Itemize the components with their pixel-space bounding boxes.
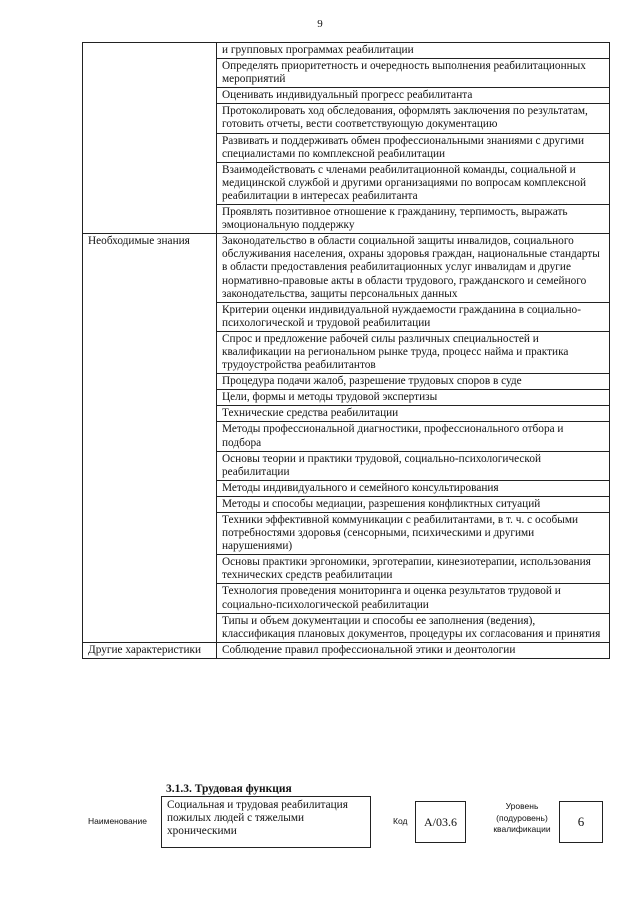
row-item-text: Техники эффективной коммуникации с реабилитантами, в т. ч. с особыми потребностями здоровья (сенсорными, психическими и другими нарушениями): [217, 513, 610, 555]
row-item-text: Критерии оценки индивидуальной нуждаемости гражданина в социально-психологической и трудовой реабилитации: [217, 302, 610, 331]
row-item-text: Спрос и предложение рабочей силы различных специальностей и квалификации на региональном рынке труда, процесс найма и практика трудоустройства реабилитантов: [217, 331, 610, 373]
row-item-text: Цели, формы и методы трудовой экспертизы: [217, 390, 610, 406]
row-category-label: Другие характеристики: [83, 642, 217, 658]
row-item-text: Протоколировать ход обследования, оформлять заключения по результатам, готовить отчеты, вести соответствующую документацию: [217, 104, 610, 133]
row-item-text: Основы теории и практики трудовой, социально-психологической реабилитации: [217, 451, 610, 480]
row-item-text: Технические средства реабилитации: [217, 406, 610, 422]
row-item-text: Взаимодействовать с членами реабилитационной команды, социальной и медицинской службой и другими организациями по вопросам комплексной реабилитации в интересах реабилитанта: [217, 162, 610, 204]
skills-knowledge-table: [82, 42, 610, 659]
row-category-label: Необходимые знания: [83, 234, 217, 643]
row-item-text: Определять приоритетность и очередность выполнения реабилитационных мероприятий: [217, 59, 610, 88]
table-row: [83, 43, 610, 59]
row-item-text: Соблюдение правил профессиональной этики и деонтологии: [217, 642, 610, 658]
table-row: [83, 642, 610, 658]
function-name-box: Социальная и трудовая реабилитация пожилых людей с тяжелыми хроническими: [161, 796, 371, 848]
row-item-text: Методы и способы медиации, разрешения конфликтных ситуаций: [217, 496, 610, 512]
row-item-text: Методы индивидуального и семейного консультирования: [217, 480, 610, 496]
row-item-text: и групповых программах реабилитации: [217, 43, 610, 59]
row-item-text: Основы практики эргономики, эрготерапии, кинезиотерапии, использования технических средств реабилитации: [217, 555, 610, 584]
code-label: Код: [393, 816, 408, 826]
row-item-text: Методы профессиональной диагностики, профессионального отбора и подбора: [217, 422, 610, 451]
row-category-label: [83, 43, 217, 234]
row-item-text: Оценивать индивидуальный прогресс реабилитанта: [217, 88, 610, 104]
row-item-text: Типы и объем документации и способы ее заполнения (ведения), классификация плановых документов, процедуры их согласования и принятия: [217, 613, 610, 642]
labor-function-title: 3.1.3. Трудовая функция: [166, 783, 292, 795]
row-item-text: Процедура подачи жалоб, разрешение трудовых споров в суде: [217, 374, 610, 390]
row-item-text: Законодательство в области социальной защиты инвалидов, социального обслуживания населения, охраны здоровья граждан, национальные стандарты в области предоставления реабилитационных услуг инвалидам и другие нормативно-правовые акты в области трудового, гражданского и семейного законодательства, защиты персональных данных: [217, 234, 610, 302]
name-label: Наименование: [88, 816, 147, 826]
row-item-text: Развивать и поддерживать обмен профессиональными знаниями с другими специалистами по комплексной реабилитации: [217, 133, 610, 162]
row-item-text: Технология проведения мониторинга и оценка результатов трудовой и социально-психологической реабилитации: [217, 584, 610, 613]
level-label: Уровень (подуровень) квалификации: [493, 801, 551, 834]
code-box: A/03.6: [415, 801, 466, 843]
row-item-text: Проявлять позитивное отношение к гражданину, терпимость, выражать эмоциональную поддержку: [217, 205, 610, 234]
level-box: 6: [559, 801, 603, 843]
page-number: 9: [317, 18, 323, 30]
table-row: [83, 234, 610, 302]
